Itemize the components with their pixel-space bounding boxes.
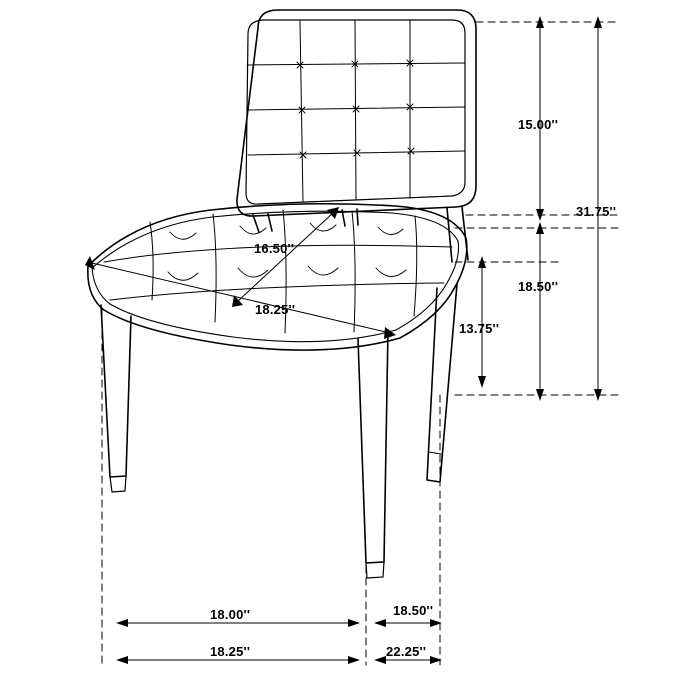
- dim-side-depth: [374, 619, 442, 627]
- dim-label-seat-width: 18.25'': [255, 302, 296, 317]
- dim-label-overall-width: 18.25'': [210, 644, 251, 659]
- dim-label-seat-depth: 16.50'': [254, 241, 295, 256]
- dim-label-back-height: 15.00'': [518, 117, 559, 132]
- dim-label-seat-top-height: 13.75'': [459, 321, 500, 336]
- chair-legs: [101, 284, 457, 578]
- dim-label-overall-depth: 22.25'': [386, 644, 427, 659]
- chair-backrest: [237, 10, 476, 216]
- dim-seat-height: [536, 222, 544, 401]
- dim-label-front-leg-span: 18.00'': [210, 607, 251, 622]
- dim-label-side-depth: 18.50'': [393, 603, 434, 618]
- dim-label-overall-height: 31.75'': [576, 204, 617, 219]
- chair-seat-cushion: [88, 204, 467, 350]
- dim-seat-depth: [232, 207, 339, 307]
- dim-label-seat-height: 18.50'': [518, 279, 559, 294]
